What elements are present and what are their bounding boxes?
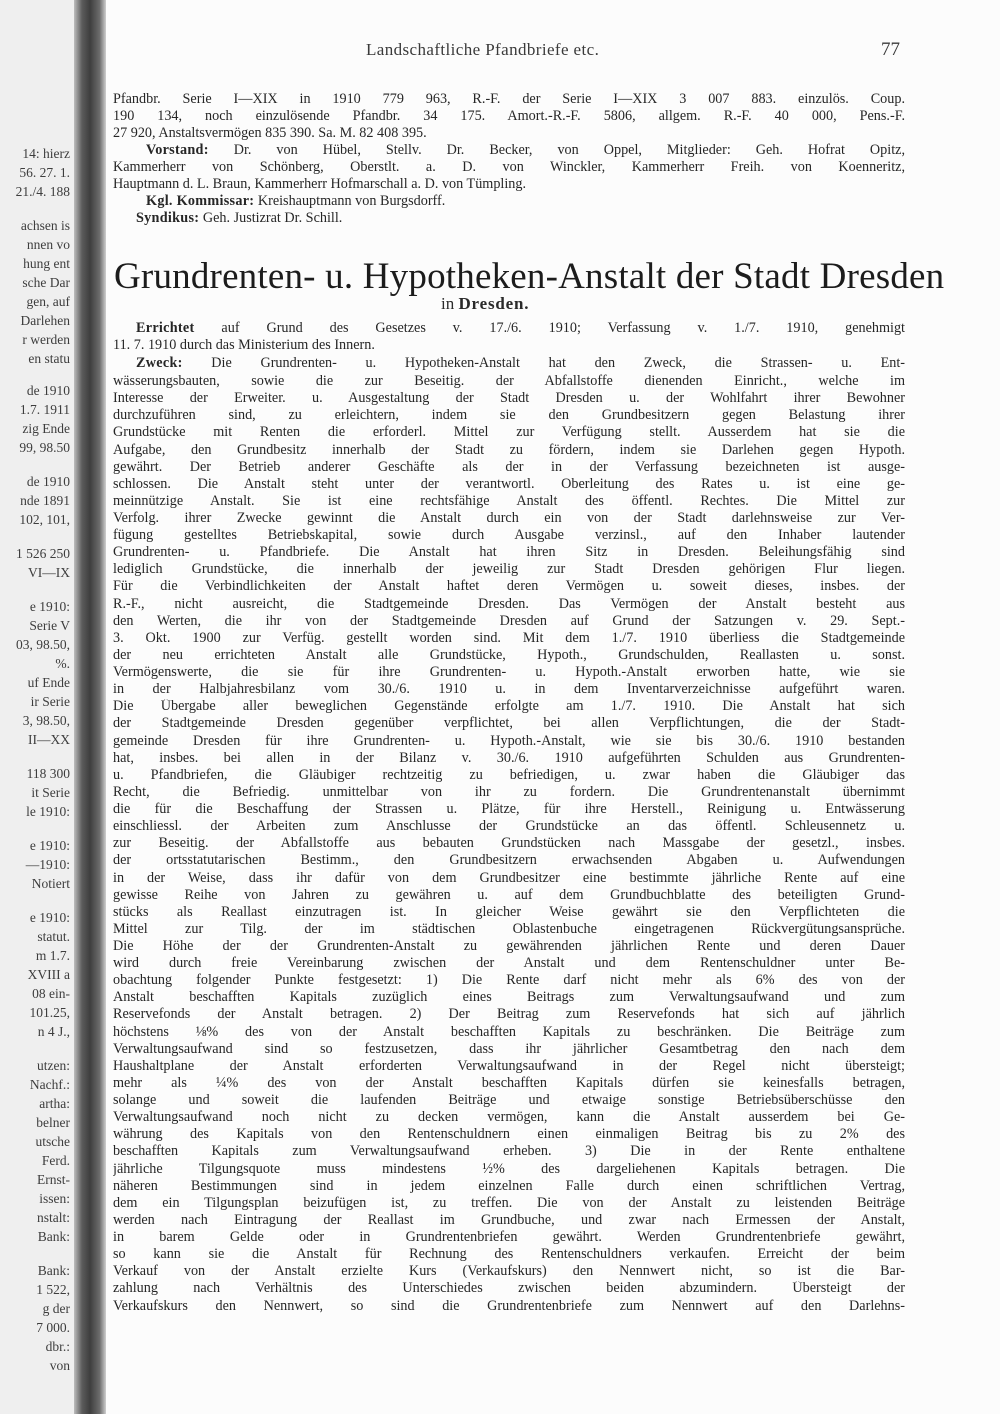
previous-page-text-fragment: g der: [42, 1301, 70, 1316]
errichtet-line: [136, 321, 905, 335]
previous-page-text-fragment: nde 1891: [20, 493, 70, 508]
previous-page-text-fragment: e 1910:: [29, 838, 70, 853]
zweck-line: in barem Gelde oder in Grundrentenbriefen gewährt. Werden Grundrentenbriefe gewährt,: [113, 1230, 905, 1245]
previous-page-margin: [0, 0, 75, 1414]
kommissar-line: [146, 194, 905, 208]
zweck-line: solange und soweit die laufenden Beiträge und etwaige sonstige Betriebsüberschüsse den: [113, 1093, 905, 1108]
top-text-line: 27 920, Anstaltsvermögen 835 390. Sa. M. 82 408 395.: [113, 126, 427, 141]
previous-page-text-fragment: II—XX: [28, 732, 70, 747]
zweck-text: Die Grundrenten- u. Hypotheken-Anstalt hat den Zweck, die Strassen- u. Ent-: [211, 356, 905, 371]
previous-page-text-fragment: 118 300: [26, 766, 70, 781]
previous-page-text-fragment: issen:: [39, 1191, 70, 1206]
vorstand-line: Kammerherr von Schönberg, Oberstlt. a. D. von Winckler, Kammerherr Freih. von Koenneritz,: [113, 160, 905, 175]
zweck-line: dem ein Tilgungsplan beizufügen ist, zu treffen. Die von der Anstalt zu leistenden Beiträge: [113, 1195, 905, 1210]
previous-page-text-fragment: —1910:: [25, 857, 70, 872]
previous-page-text-fragment: 56. 27. 1.: [19, 165, 70, 180]
previous-page-text-fragment: 3, 98.50,: [22, 713, 70, 728]
zweck-line: 3. Okt. 1900 zur Verfüg. gestellt worden sind. Mit dem 1./7. 1910 überliess die Stadtgemeinde: [113, 630, 905, 645]
zweck-line: Anstalt beschafften Kapitals zuzüglich eines Beitrags zum Verwaltungsaufwand und zum: [113, 990, 905, 1005]
zweck-line: werden nach Eintragung der Reallast im Grundbuche, und zwar nach Ermessen der Anstalt,: [113, 1212, 905, 1228]
previous-page-text-fragment: achsen is: [20, 218, 70, 233]
previous-page-text-fragment: 08 ein-: [32, 986, 70, 1001]
previous-page-text-fragment: Ernst-: [37, 1172, 70, 1187]
previous-page-text-fragment: Darlehen: [20, 313, 70, 328]
previous-page-text-fragment: le 1910:: [26, 804, 70, 819]
zweck-line: Verwaltungsaufwand sind so festzusetzen, dass ihr jährlicher Gesamtbetrag den nach dem: [113, 1041, 905, 1056]
zweck-line: Grundrenten- u. Pfandbriefe. Die Anstalt hat ihren Sitz in Dresden. Beleihungsfähig sind: [113, 545, 905, 560]
zweck-line: Recht, die Befriedig. unmittelbar von ihr zu fordern. Die Grundrentenanstalt übernimmt: [113, 784, 905, 800]
zweck-label: Zweck:: [136, 356, 183, 371]
previous-page-text-fragment: 7 000.: [36, 1320, 70, 1335]
zweck-line: in der Halbjahresbilanz vom 30./6. 1910 u. in dem Inventarverzeichnisse aufgeführt waren.: [113, 682, 905, 697]
previous-page-text-fragment: Ferd.: [41, 1153, 70, 1168]
kommissar-text: Kreishauptmann von Burgsdorff.: [257, 194, 446, 209]
previous-page-text-fragment: ir Serie: [30, 694, 70, 709]
vorstand-text: Dr. von Hübel, Stellv. Dr. Becker, von Oppel, Mitglieder: Geh. Hofrat Opitz,: [233, 143, 905, 158]
previous-page-text-fragment: %.: [55, 656, 70, 671]
previous-page-text-fragment: gen, auf: [26, 294, 70, 309]
zweck-line: Die Höhe der der Grundrenten-Anstalt zu gewährenden jährlichen Rente und deren Dauer: [113, 939, 905, 954]
zweck-line: der neu errichteten Anstalt alle Grundstücke, Hypoth., Grundschulden, Reallasten u. sonst.: [113, 647, 905, 663]
zweck-line: hat, insbes. bei allen in der Bilanz v. 30./6. 1910 aufgeführten Schulden aus Grundrenten-: [113, 750, 905, 765]
zweck-line: Die Übergabe aller beweglichen Gegenstände erfolgte am 1./7. 1910. Die Anstalt hat sich: [113, 699, 905, 714]
page: [106, 0, 1000, 1414]
errichtet-label: Errichtet: [136, 321, 195, 336]
previous-page-text-fragment: en statu: [28, 351, 70, 366]
top-text-line: Pfandbr. Serie I—XIX in 1910 779 963, R.-F. der Serie I—XIX 3 007 883. einzulös. Coup.: [113, 92, 905, 107]
zweck-line: Verkauf von der Anstalt erzielte Kurs (Verkaufskurs) den Nennwert nicht, so ist die Bar-: [113, 1264, 905, 1279]
vorstand-label: Vorstand:: [146, 143, 209, 158]
zweck-line: höchstens ⅛% des von der Anstalt beschafften Kapitals zu beschränken. Die Beiträge zum: [113, 1024, 905, 1039]
zweck-line: Verwaltungsaufwand noch nicht zu decken vermögen, kann die Anstalt ausserdem bei Ge-: [113, 1110, 905, 1125]
previous-page-text-fragment: Bank:: [37, 1229, 70, 1244]
previous-page-text-fragment: 101.25,: [29, 1005, 70, 1020]
previous-page-text-fragment: 03, 98.50,: [16, 637, 70, 652]
zweck-line: den Werten, die ihr von der Stadtgemeinde Dresden auf Grund der Satzungen v. 29. Sept.-: [113, 613, 905, 628]
previous-page-text-fragment: Nachf.:: [29, 1077, 70, 1092]
zweck-line: meinnützige Anstalt. Sie ist eine rechtsfähige Anstalt des öffentl. Rechtes. Die Mittel zur: [113, 493, 905, 508]
previous-page-text-fragment: it Serie: [31, 785, 70, 800]
previous-page-text-fragment: hung ent: [23, 256, 70, 271]
previous-page-text-fragment: 1.7. 1911: [19, 402, 70, 417]
previous-page-text-fragment: uf Ende: [27, 675, 70, 690]
previous-page-text-fragment: r werden: [22, 332, 70, 347]
previous-page-text-fragment: 99, 98.50: [19, 440, 70, 455]
zweck-line: durchzuführen sind, zu erleichtern, indem sie den Grundbesitzern gegen Belastung ihrer: [113, 408, 905, 423]
zweck-line: fügung gestelltes Betriebskapital, sowie durch Ausgabe verzinsl., auf den Inhaber lautender: [113, 528, 905, 543]
zweck-line: wässerungsbauten, sowie die zur Beseitig. der Abfallstoffe dienenden Einricht., welche im: [113, 374, 905, 389]
zweck-line: Haushaltplane der Anstalt erforderten Verwaltungsaufwand in der Regel nicht übersteigt;: [113, 1058, 905, 1073]
zweck-line: schlossen. Die Anstalt steht unter der verantwortl. Oberleitung des Rates u. ist eine ge-: [113, 476, 905, 491]
previous-page-text-fragment: 1 526 250: [16, 546, 70, 561]
zweck-line: Interesse der Erweiter. u. Ausgestaltung der Stadt Dresden u. der Wohlfahrt ihrer Bewohner: [113, 391, 905, 406]
zweck-line: jährliche Tilgungsquote muss mindestens ½% des dargeliehenen Kapitals betragen. Die: [113, 1161, 905, 1176]
errichtet-line: 11. 7. 1910 durch das Ministerium des Innern.: [113, 338, 375, 353]
zweck-line: Grundstücke mit Renten die erforderl. Mittel zur Verfügung stellt. Ausserdem hat sie die: [113, 425, 905, 440]
zweck-line: stücks als Reallast einzutragen ist. In gleicher Weise gewährt sie den Verpflichteten die: [113, 904, 905, 919]
zweck-line: gewährt. Der Betrieb anderer Geschäfte als der in der Verfassung bezeichneten ist ausge-: [113, 459, 905, 474]
zweck-line: beschafften Kapitals zum Verwaltungsaufwand erheben. 3) Die in der Rente enthaltene: [113, 1144, 905, 1159]
zweck-line: näheren Bestimmungen sind in jedem einzelnen Falle durch einen schriftlichen Vertrag,: [113, 1178, 905, 1193]
page-number: 77: [881, 39, 900, 60]
previous-page-text-fragment: utzen:: [37, 1058, 70, 1073]
zweck-line: lediglich Grundstücke, die innerhalb der jeweilig zur Stadt Dresden gehörigen Flur liegen.: [113, 562, 905, 577]
previous-page-text-fragment: nnen vo: [26, 237, 70, 252]
zweck-line: Aufgabe, den Grundbesitz innerhalb der Stadt zu fördern, indem sie Darlehen gegen Hypoth.: [113, 442, 905, 457]
previous-page-text-fragment: sche Dar: [22, 275, 70, 290]
previous-page-text-fragment: 102, 101,: [19, 512, 70, 527]
zweck-line: Für die Verbindlichkeiten der Anstalt haftet deren Vermögen u. soweit dieses, insbes. der: [113, 579, 905, 594]
previous-page-text-fragment: artha:: [39, 1096, 70, 1111]
previous-page-text-fragment: e 1910:: [29, 910, 70, 925]
kommissar-label: Kgl. Kommissar:: [146, 194, 255, 209]
previous-page-text-fragment: XVIII a: [27, 967, 70, 982]
syndikus-text: Geh. Justizrat Dr. Schill.: [202, 211, 343, 226]
previous-page-text-fragment: de 1910: [26, 474, 70, 489]
zweck-line: wird durch freie Vereinbarung zwischen der Anstalt und dem Rentenschuldner unter Be-: [113, 956, 905, 971]
previous-page-text-fragment: zig Ende: [22, 421, 70, 436]
zweck-line: die für die Beschaffung der Strassen u. Plätze, für ihre Herstell., Reinigung u. Entwässerung: [113, 802, 905, 817]
zweck-line: gewisse Reihe von Jahren zu gewähren u. auf dem Grundbuchblatte des beteiligten Grund-: [113, 887, 905, 902]
zweck-line: in der Weise, dass ihr dafür von dem Grundbesitzer eine bestimmte jährliche Rente auf eine: [113, 870, 905, 885]
zweck-line: der ortsstatutarischen Bestimm., den Grundbesitzern erwachsenden Abgaben u. Aufwendungen: [113, 853, 905, 868]
top-text-line: 190 134, noch einzulösende Pfandbr. 34 175. Amort.-R.-F. 5806, allgem. R.-F. 40 000, Pens.-F.: [113, 109, 905, 124]
previous-page-text-fragment: von: [49, 1358, 70, 1373]
zweck-line: u. Pfandbriefen, die Gläubiger rechtzeitig zu befriedigen, u. zwar haben die Gläubiger das: [113, 767, 905, 782]
zweck-line: der Stadtgemeinde Dresden gegenüber verpflichtet, bei allen Verpflichtungen, die der Stadt-: [113, 716, 905, 731]
previous-page-text-fragment: Bank:: [37, 1263, 70, 1278]
zweck-line: Mittel zur Tilg. der im städtischen Oblastenbuche eingetragenen Rückvergütungsansprüche.: [113, 921, 905, 936]
previous-page-text-fragment: belner: [36, 1115, 70, 1130]
syndikus-label: Syndikus:: [136, 211, 200, 226]
previous-page-text-fragment: e 1910:: [29, 599, 70, 614]
book-gutter: [74, 0, 106, 1414]
zweck-line: Verfolg. ihrer Zwecke gewinnt die Anstalt durch ein von der Stadt darlehnsweise zur Ver-: [113, 511, 905, 526]
zweck-line: zur Beseitig. der Abfallstoffe aus bebauten Grundstücken nach Massgabe der gesetzl., insbes.: [113, 836, 905, 851]
previous-page-text-fragment: statut.: [37, 929, 70, 944]
zweck-line: [136, 356, 905, 370]
previous-page-text-fragment: de 1910: [26, 383, 70, 398]
section-title: Grundrenten- u. Hypotheken-Anstalt der Stadt Dresden: [114, 256, 945, 297]
subtitle-city: Dresden.: [458, 294, 530, 313]
previous-page-text-fragment: VI—IX: [28, 565, 70, 580]
zweck-line: so kann sie die Anstalt für Rechnung des Rentenschuldners verkaufen. Erreicht der beim: [113, 1247, 905, 1262]
section-subtitle: [441, 294, 529, 314]
zweck-line: zahlung nach Verhältnis des Unterschiedes zwischen beiden abzumindern. Übersteigt der: [113, 1281, 905, 1296]
zweck-line: R.-F., nicht ausreicht, die Stadtgemeinde Dresden. Das Vermögen der Anstalt besteht aus: [113, 596, 905, 611]
errichtet-text: auf Grund des Gesetzes v. 17./6. 1910; Verfassung v. 1./7. 1910, genehmigt: [221, 321, 905, 336]
previous-page-text-fragment: 21./4. 188: [15, 184, 70, 199]
syndikus-line: [136, 211, 905, 225]
zweck-line: Reservefonds der Anstalt betragen. 2) Der Beitrag zum Reservefonds hat sich auf jährlich: [113, 1007, 905, 1022]
previous-page-text-fragment: Serie V: [29, 618, 70, 633]
previous-page-text-fragment: nstalt:: [37, 1210, 70, 1225]
previous-page-text-fragment: m 1.7.: [35, 948, 70, 963]
zweck-line: einschliessl. der Arbeiten zum Anschlusse der Grundstücke an das öffentl. Schleusennetz u.: [113, 819, 905, 834]
subtitle-prefix: in: [441, 294, 455, 313]
vorstand-line: [146, 143, 905, 157]
vorstand-line: Hauptmann d. L. Braun, Kammerherr Hofmarschall a. D. von Tümpling.: [113, 177, 527, 192]
zweck-line: Verkaufskurs den Nennwert, so sind die Grundrentenbriefe zum Nennwert auf den Darlehns-: [113, 1298, 905, 1313]
zweck-line: währung des Kapitals von den Rentenschuldnern einen einmaligen Beitrag bis zu 2% des: [113, 1127, 905, 1142]
previous-page-text-fragment: utsche: [35, 1134, 70, 1149]
running-title: Landschaftliche Pfandbriefe etc.: [366, 40, 600, 59]
previous-page-text-fragment: 1 522,: [36, 1282, 70, 1297]
zweck-line: gemeinde Dresden für ihre Grundrenten- u. Hypoth.-Anstalt, wie sie bis 30./6. 1910 bestanden: [113, 733, 905, 748]
zweck-line: mehr als ¼% des von der Anstalt beschafften Kapitals dürfen sie keinesfalls betragen,: [113, 1075, 905, 1091]
zweck-line: obachtung folgender Punkte festgesetzt: 1) Die Rente darf nicht mehr als 6% des von der: [113, 973, 905, 988]
previous-page-text-fragment: n 4 J.,: [37, 1024, 70, 1039]
previous-page-text-fragment: 14: hierz: [22, 146, 70, 161]
previous-page-text-fragment: Notiert: [31, 876, 70, 891]
previous-page-text-fragment: dbr.:: [45, 1339, 70, 1354]
zweck-line: Vermögenswerte, die sie für ihre Grundrenten- u. Hypoth.-Anstalt erworben hatte, wie sie: [113, 665, 905, 680]
